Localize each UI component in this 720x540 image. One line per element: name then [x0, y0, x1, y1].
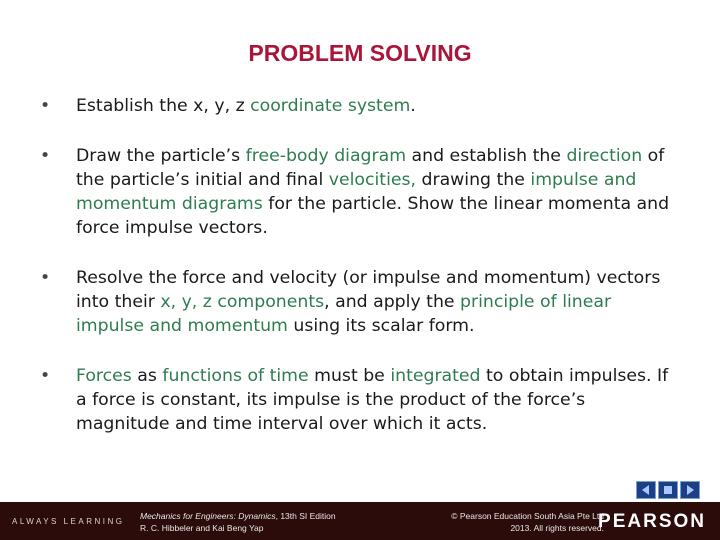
bullet-text: to obtain impulses. If a force is constant, its impulse is the product of the force’s magnitude and time interval over which it acts.	[76, 366, 669, 434]
nav-home-icon[interactable]	[658, 481, 678, 499]
highlight-text: principle of linear impulse and momentum	[76, 292, 612, 336]
footer-book-info	[140, 510, 336, 534]
pearson-logo: PEARSON	[598, 511, 706, 532]
highlight-text: free-body diagram	[245, 146, 407, 166]
bullet-item	[34, 94, 684, 118]
highlight-text: Forces	[76, 366, 132, 386]
bullet-text: drawing the	[416, 170, 531, 190]
nav-prev-icon[interactable]	[636, 481, 656, 499]
copyright-line: © Pearson Education South Asia Pte Ltd	[451, 511, 604, 521]
bullet-list	[34, 94, 684, 436]
bullet-dot: •	[40, 366, 51, 386]
bullet-text: as	[131, 366, 163, 386]
highlight-text: coordinate system	[250, 96, 411, 116]
book-edition: , 13th SI Edition	[275, 511, 336, 521]
bullet-item	[34, 364, 684, 436]
footer-brand: ALWAYS LEARNING	[12, 517, 125, 526]
highlight-text: functions of time	[162, 366, 309, 386]
highlight-text: impulse and momentum diagrams	[76, 170, 637, 214]
bullet-text: , and apply the	[324, 292, 461, 312]
bullet-dot: •	[40, 268, 51, 288]
footer-bar	[0, 502, 720, 540]
bullet-dot: •	[40, 146, 51, 166]
highlight-text: velocities,	[328, 170, 417, 190]
bullet-item	[34, 266, 684, 338]
highlight-text: integrated	[390, 366, 481, 386]
bullet-dot: •	[40, 96, 51, 116]
bullet-text: for the particle. Show the linear momenta and force impulse vectors.	[76, 194, 670, 238]
book-title: Mechanics for Engineers: Dynamics	[140, 511, 276, 521]
nav-next-icon[interactable]	[680, 481, 700, 499]
bullet-text: of the particle’s initial and final	[76, 146, 665, 190]
highlight-text: x, y, z components	[160, 292, 325, 312]
bullet-text: Establish the x, y, z	[76, 96, 251, 116]
highlight-text: direction	[566, 146, 643, 166]
slide-navigation	[636, 481, 700, 499]
book-authors: R. C. Hibbeler and Kai Beng Yap	[140, 523, 264, 533]
bullet-text: using its scalar form.	[287, 316, 475, 336]
bullet-text: and establish the	[406, 146, 567, 166]
bullet-text: .	[410, 96, 416, 116]
copyright-line: 2013. All rights reserved.	[510, 523, 604, 533]
slide-title: PROBLEM SOLVING	[248, 40, 472, 66]
bullet-text: Draw the particle’s	[76, 146, 246, 166]
bullet-text: must be	[308, 366, 391, 386]
bullet-text: Resolve the force and velocity (or impulse and momentum) vectors into their	[76, 268, 661, 312]
bullet-item	[34, 144, 684, 240]
footer-copyright	[451, 510, 604, 534]
